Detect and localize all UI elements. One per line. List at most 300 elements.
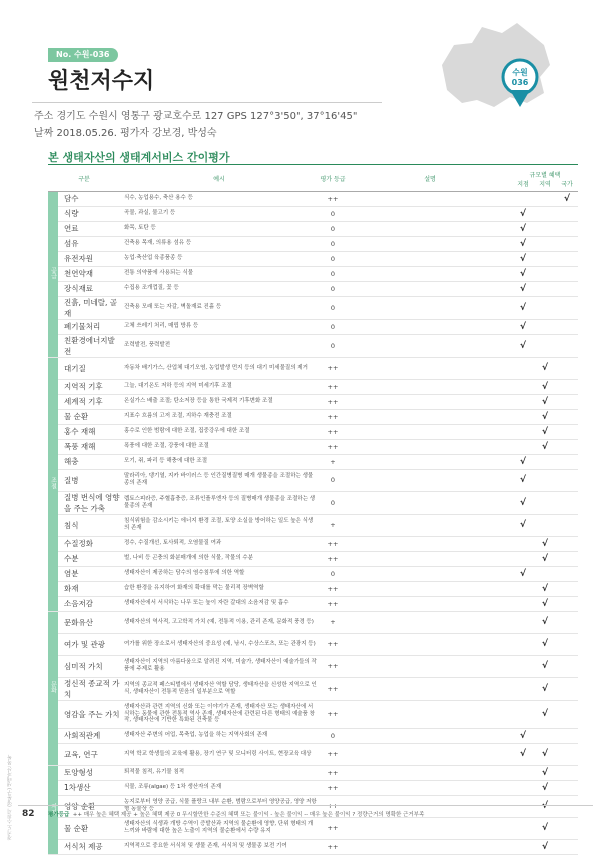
check-mark-icon: √ xyxy=(541,617,548,627)
footer-divider xyxy=(18,805,593,806)
service-description xyxy=(348,394,512,409)
check-mark-icon: √ xyxy=(519,208,526,219)
service-name: 섬유 xyxy=(58,236,120,251)
page-number: 82 xyxy=(22,809,35,819)
benefit-region-cell xyxy=(534,514,556,536)
check-mark-icon: √ xyxy=(541,782,548,793)
benefit-local-cell xyxy=(512,379,534,394)
check-mark-icon: √ xyxy=(541,823,548,833)
service-grade: 0 xyxy=(318,296,348,319)
check-mark-icon: √ xyxy=(541,363,548,373)
table-row xyxy=(48,780,578,795)
check-mark-icon: √ xyxy=(541,639,548,649)
benefit-region-cell xyxy=(534,439,556,454)
group-label xyxy=(48,357,58,611)
benefit-local-cell xyxy=(512,611,534,633)
service-description xyxy=(348,633,512,655)
benefit-region-cell xyxy=(534,454,556,469)
legend-text: ++ 매우 높은 혜택 제공 + 높은 혜택 제공 0 무시할만한 수준의 혜택 또는 불이익 - 높은 불이익 -- 매우 높은 불이익 ? 정량근거의 명확한 근거부족 xyxy=(72,812,425,818)
benefit-local-cell xyxy=(512,491,534,514)
service-grade: ++ xyxy=(318,357,348,379)
service-description xyxy=(348,221,512,236)
service-example: 말라리아, 댕기열, 지카 바이러스 등 인간질병질병 매개 생물종을 조절하는 생물종의 존재 xyxy=(120,469,318,491)
legend-title: 평가등급 xyxy=(48,812,70,818)
table-row xyxy=(48,251,578,266)
table-row xyxy=(48,379,578,394)
service-name: 진흙, 미네랄, 골재 xyxy=(58,296,120,319)
check-mark-icon: √ xyxy=(541,396,548,407)
service-name: 화재 xyxy=(58,581,120,596)
table-row xyxy=(48,206,578,221)
table-row xyxy=(48,439,578,454)
service-name: 침식 xyxy=(58,514,120,536)
benefit-region-cell xyxy=(534,469,556,491)
benefit-local-cell xyxy=(512,566,534,581)
benefit-local-cell xyxy=(512,700,534,728)
region-map-icon xyxy=(432,15,557,110)
benefit-region-cell xyxy=(534,334,556,357)
benefit-local-cell xyxy=(512,281,534,296)
service-example: 생태자산이 제공하는 담수의 염수침투에 의한 역할 xyxy=(120,566,318,581)
service-description xyxy=(348,409,512,424)
benefit-nation-cell xyxy=(556,728,578,743)
table-row xyxy=(48,611,578,633)
benefit-region-cell xyxy=(534,221,556,236)
service-name: 친환경에너지발전 xyxy=(58,334,120,357)
check-mark-icon: √ xyxy=(541,426,548,437)
table-row xyxy=(48,454,578,469)
benefit-region-cell xyxy=(534,817,556,839)
service-grade: 0 xyxy=(318,221,348,236)
benefit-nation-cell xyxy=(556,700,578,728)
benefit-local-cell xyxy=(512,581,534,596)
table-row xyxy=(48,728,578,743)
benefit-nation-cell xyxy=(556,206,578,221)
benefit-region-cell xyxy=(534,596,556,611)
service-grade: ++ xyxy=(318,633,348,655)
table-row xyxy=(48,221,578,236)
benefit-local-cell xyxy=(512,551,534,566)
service-example: 모기, 쥐, 파리 등 해충에 대한 조절 xyxy=(120,454,318,469)
service-grade: 0 xyxy=(318,251,348,266)
benefit-region-cell xyxy=(534,191,556,206)
benefit-local-cell xyxy=(512,221,534,236)
service-grade: + xyxy=(318,454,348,469)
table-row xyxy=(48,677,578,700)
service-example: 식물, 조류(algae) 등 1차 생산자의 존재 xyxy=(120,780,318,795)
benefit-local-cell xyxy=(512,424,534,439)
table-row xyxy=(48,514,578,536)
address-line: 주소 경기도 수원시 영통구 광교호수로 127 GPS 127°3'50", 37°16'45" xyxy=(34,111,358,122)
service-description xyxy=(348,379,512,394)
service-name: 1차생산 xyxy=(58,780,120,795)
service-grade: 0 xyxy=(318,334,348,357)
service-example: 습한 환경을 유지하여 화재의 확대를 막는 물리적 장벽역할 xyxy=(120,581,318,596)
service-example: 생태자산의 역사적, 고고학적 가치 (예, 전통적 이용, 관리 존재, 문화적 풍경 등) xyxy=(120,611,318,633)
benefit-nation-cell xyxy=(556,357,578,379)
benefit-region-cell xyxy=(534,551,556,566)
service-example: 여가를 위한 장소로서 생태자산의 중요성 (예, 낚시, 수상스포츠, 또는 관광지 등) xyxy=(120,633,318,655)
service-description xyxy=(348,469,512,491)
benefit-nation-cell xyxy=(556,409,578,424)
service-name: 지역적 기후 xyxy=(58,379,120,394)
benefit-region-cell xyxy=(534,236,556,251)
service-grade: 0 xyxy=(318,728,348,743)
service-example: 온실가스 배출 조절; 탄소저장 등을 통한 국제적 기후변화 조절 xyxy=(120,394,318,409)
asset-number-badge: No. 수원-036 xyxy=(48,48,118,62)
service-name: 정신적 종교적 가치 xyxy=(58,677,120,700)
benefit-region-cell xyxy=(534,394,556,409)
service-name: 사회적관계 xyxy=(58,728,120,743)
group-label-text: 지지 xyxy=(49,802,57,815)
service-name: 물 순환 xyxy=(58,817,120,839)
service-name: 교육, 연구 xyxy=(58,743,120,765)
check-mark-icon: √ xyxy=(541,411,548,422)
benefit-nation-cell xyxy=(556,611,578,633)
service-example: 생태자산의 식생과 개방 수역이 증발산과 지역의 물순환에 영향, 단위 형태의 개느끼와 바람에 대한 높은 노출이 지역의 물순환에서 수량 유지 xyxy=(120,817,318,839)
benefit-nation-cell xyxy=(556,780,578,795)
header-benefit xyxy=(512,167,578,191)
check-mark-icon: √ xyxy=(541,709,548,719)
service-description xyxy=(348,319,512,334)
service-example: 전통 의약품에 사용되는 식물 xyxy=(120,266,318,281)
check-mark-icon: √ xyxy=(519,321,526,332)
service-description xyxy=(348,780,512,795)
benefit-local-cell xyxy=(512,394,534,409)
check-mark-icon: √ xyxy=(541,661,548,671)
benefit-region-cell xyxy=(534,581,556,596)
service-description xyxy=(348,454,512,469)
service-example: 지역 학교 학생들의 교육에 활용, 장기 연구 및 모니터링 사이트, 현장교육 대상 xyxy=(120,743,318,765)
benefit-local-cell xyxy=(512,251,534,266)
service-grade: ++ xyxy=(318,581,348,596)
service-name: 토양형성 xyxy=(58,765,120,780)
service-description xyxy=(348,357,512,379)
benefit-nation-cell xyxy=(556,319,578,334)
check-mark-icon: √ xyxy=(541,801,548,811)
service-grade: + xyxy=(318,611,348,633)
service-grade: + xyxy=(318,514,348,536)
benefit-region-cell xyxy=(534,633,556,655)
benefit-nation-cell xyxy=(556,839,578,854)
service-description xyxy=(348,514,512,536)
benefit-local-cell xyxy=(512,728,534,743)
header-benefit-label: 규모별 혜택 xyxy=(529,171,561,179)
table-row xyxy=(48,551,578,566)
service-grade: ++ xyxy=(318,795,348,817)
benefit-region-cell xyxy=(534,424,556,439)
benefit-nation-cell xyxy=(556,394,578,409)
service-grade: ++ xyxy=(318,743,348,765)
check-mark-icon: √ xyxy=(519,302,526,313)
benefit-nation-cell xyxy=(556,536,578,551)
header-desc: 설명 xyxy=(348,167,512,191)
check-mark-icon: √ xyxy=(519,568,526,579)
benefit-region-cell xyxy=(534,251,556,266)
service-example: 건축용 모래 또는 자갈, 벽돌재료 진흙 등 xyxy=(120,296,318,319)
benefit-nation-cell xyxy=(556,655,578,677)
benefit-nation-cell xyxy=(556,251,578,266)
service-description xyxy=(348,611,512,633)
service-name: 물 순환 xyxy=(58,409,120,424)
table-row xyxy=(48,633,578,655)
group-label-text: 조절 xyxy=(49,477,57,489)
service-example: 자동차 배기가스, 산업체 대기오염, 농업발생 먼지 등의 대기 미세물질의 제거 xyxy=(120,357,318,379)
service-description xyxy=(348,536,512,551)
table-row xyxy=(48,469,578,491)
benefit-nation-cell xyxy=(556,795,578,817)
benefit-local-cell xyxy=(512,536,534,551)
benefit-region-cell xyxy=(534,700,556,728)
benefit-nation-cell xyxy=(556,296,578,319)
service-name: 천연약재 xyxy=(58,266,120,281)
check-mark-icon: √ xyxy=(519,749,526,759)
service-description xyxy=(348,728,512,743)
service-grade: ++ xyxy=(318,780,348,795)
service-example: 생태자산이 지역의 아름다움으로 알려진 지역, 미술가, 생태자산이 예술가들의 작품에 주제로 활용 xyxy=(120,655,318,677)
service-name: 소음저감 xyxy=(58,596,120,611)
service-name: 여가 및 관광 xyxy=(58,633,120,655)
service-example: 농지로부터 영양 공급, 식물 플랑크 내부 순환, 범람으로부터 영양공급, 영양 저항형 동물상 등 xyxy=(120,795,318,817)
benefit-local-cell xyxy=(512,357,534,379)
service-grade: 0 xyxy=(318,491,348,514)
benefit-nation-cell xyxy=(556,765,578,780)
table-row xyxy=(48,319,578,334)
check-mark-icon: √ xyxy=(519,730,526,741)
benefit-local-cell xyxy=(512,454,534,469)
benefit-local-cell xyxy=(512,296,534,319)
service-description xyxy=(348,424,512,439)
group-label-text: 문화 xyxy=(49,681,57,693)
page-header xyxy=(32,0,593,140)
header-local: 지점 xyxy=(517,180,529,188)
benefit-nation-cell xyxy=(556,191,578,206)
service-example: 곡물, 과실, 물고기 등 xyxy=(120,206,318,221)
benefit-region-cell xyxy=(534,795,556,817)
benefit-local-cell xyxy=(512,633,534,655)
service-grade: 0 xyxy=(318,281,348,296)
service-description xyxy=(348,439,512,454)
benefit-region-cell xyxy=(534,765,556,780)
service-example: 벌, 나비 등 곤충의 화분매개에 의한 식물, 작물의 수분 xyxy=(120,551,318,566)
service-description xyxy=(348,743,512,765)
service-grade: 0 xyxy=(318,266,348,281)
check-mark-icon: √ xyxy=(541,441,548,452)
service-name: 담수 xyxy=(58,191,120,206)
service-grade: ++ xyxy=(318,191,348,206)
benefit-local-cell xyxy=(512,795,534,817)
service-name: 홍수 재해 xyxy=(58,424,120,439)
check-mark-icon: √ xyxy=(519,475,526,485)
service-example: 정수, 수질개선, 토사퇴적, 오염물질 여과 xyxy=(120,536,318,551)
evaluation-table xyxy=(48,167,578,855)
service-description xyxy=(348,596,512,611)
benefit-region-cell xyxy=(534,379,556,394)
table-row xyxy=(48,357,578,379)
service-grade: ++ xyxy=(318,700,348,728)
service-name: 수질정화 xyxy=(58,536,120,551)
side-caption: 경기도 수원시 (영통구) 생태자산 목록 xyxy=(7,754,13,840)
service-grade: 0 xyxy=(318,566,348,581)
page-title: 원천저수지 xyxy=(48,69,155,94)
service-name: 연료 xyxy=(58,221,120,236)
check-mark-icon: √ xyxy=(519,497,526,508)
service-grade: 0 xyxy=(318,319,348,334)
service-example: 수집용 조개껍질, 꽃 등 xyxy=(120,281,318,296)
header-region: 지역 xyxy=(539,180,551,188)
benefit-local-cell xyxy=(512,765,534,780)
service-name: 영양 순환 xyxy=(58,795,120,817)
service-example: 렙토스피라증, 주혈흡충증, 조류인플루엔자 등의 질병매개 생물종을 조절하는 생물종의 존재 xyxy=(120,491,318,514)
benefit-local-cell xyxy=(512,236,534,251)
service-description xyxy=(348,334,512,357)
service-name: 유전자원 xyxy=(58,251,120,266)
service-example: 퇴적물 침적, 유기물 침적 xyxy=(120,765,318,780)
benefit-local-cell xyxy=(512,514,534,536)
service-name: 대기질 xyxy=(58,357,120,379)
service-description xyxy=(348,655,512,677)
check-mark-icon: √ xyxy=(541,841,548,852)
service-grade: 0 xyxy=(318,236,348,251)
benefit-local-cell xyxy=(512,677,534,700)
benefit-local-cell xyxy=(512,469,534,491)
check-mark-icon: √ xyxy=(519,223,526,234)
benefit-nation-cell xyxy=(556,633,578,655)
service-description xyxy=(348,765,512,780)
service-name: 폐기물처리 xyxy=(58,319,120,334)
table-row xyxy=(48,424,578,439)
benefit-nation-cell xyxy=(556,469,578,491)
table-header-row xyxy=(48,167,578,191)
service-example: 그늘, 대기온도 저하 등의 지역 미세기후 조절 xyxy=(120,379,318,394)
benefit-nation-cell xyxy=(556,677,578,700)
benefit-local-cell xyxy=(512,191,534,206)
service-grade: ++ xyxy=(318,409,348,424)
service-name: 영감을 주는 가치 xyxy=(58,700,120,728)
check-mark-icon: √ xyxy=(541,583,548,594)
header-divider xyxy=(32,102,382,103)
table-row xyxy=(48,394,578,409)
check-mark-icon: √ xyxy=(563,193,570,204)
service-example: 화목, 토탄 등 xyxy=(120,221,318,236)
table-row xyxy=(48,334,578,357)
benefit-region-cell xyxy=(534,319,556,334)
table-row xyxy=(48,236,578,251)
benefit-nation-cell xyxy=(556,454,578,469)
header-group: 구분 xyxy=(48,167,120,191)
benefit-nation-cell xyxy=(556,221,578,236)
table-row xyxy=(48,596,578,611)
table-row xyxy=(48,743,578,765)
benefit-region-cell xyxy=(534,780,556,795)
benefit-region-cell xyxy=(534,566,556,581)
date-line: 날짜 2018.05.26. 평가자 강보경, 박성숙 xyxy=(34,128,217,139)
table-row xyxy=(48,655,578,677)
service-grade: ++ xyxy=(318,677,348,700)
service-grade: ++ xyxy=(318,839,348,854)
service-name: 세계적 기후 xyxy=(58,394,120,409)
service-description xyxy=(348,551,512,566)
benefit-nation-cell xyxy=(556,551,578,566)
benefit-nation-cell xyxy=(556,281,578,296)
group-label-text: 공급 xyxy=(49,267,57,279)
service-grade: ++ xyxy=(318,596,348,611)
check-mark-icon: √ xyxy=(541,538,548,549)
benefit-region-cell xyxy=(534,728,556,743)
check-mark-icon: √ xyxy=(519,253,526,264)
service-grade: ++ xyxy=(318,424,348,439)
service-example: 지역적으로 중요한 서식처 및 생물 존재, 서식처 및 생물종 보전 기여 xyxy=(120,839,318,854)
check-mark-icon: √ xyxy=(519,268,526,279)
benefit-nation-cell xyxy=(556,334,578,357)
benefit-region-cell xyxy=(534,655,556,677)
benefit-local-cell xyxy=(512,655,534,677)
table-row xyxy=(48,839,578,854)
benefit-nation-cell xyxy=(556,566,578,581)
table-row xyxy=(48,765,578,780)
table-row xyxy=(48,409,578,424)
service-name: 식량 xyxy=(58,206,120,221)
benefit-region-cell xyxy=(534,357,556,379)
service-example: 식수, 농업용수, 축산 용수 등 xyxy=(120,191,318,206)
benefit-local-cell xyxy=(512,206,534,221)
benefit-local-cell xyxy=(512,743,534,765)
service-grade: ++ xyxy=(318,394,348,409)
benefit-region-cell xyxy=(534,296,556,319)
benefit-local-cell xyxy=(512,596,534,611)
service-example: 생태자산에서 서식하는 나무 또는 높이 자란 갈대의 소음저감 및 흡수 xyxy=(120,596,318,611)
service-grade: ++ xyxy=(318,551,348,566)
check-mark-icon: √ xyxy=(541,553,548,564)
service-example: 고체 쓰레기 처리, 매립 방류 등 xyxy=(120,319,318,334)
table-row xyxy=(48,536,578,551)
group-label xyxy=(48,191,58,357)
check-mark-icon: √ xyxy=(541,598,548,609)
service-example: 건축용 목재, 의류용 섬유 등 xyxy=(120,236,318,251)
benefit-local-cell xyxy=(512,839,534,854)
service-description xyxy=(348,581,512,596)
service-description xyxy=(348,700,512,728)
benefit-region-cell xyxy=(534,611,556,633)
service-description xyxy=(348,566,512,581)
benefit-region-cell xyxy=(534,491,556,514)
service-grade: ++ xyxy=(318,817,348,839)
benefit-nation-cell xyxy=(556,596,578,611)
service-name: 질병 번식에 영향을 주는 가축 xyxy=(58,491,120,514)
service-example: 조력발전, 풍력발전 xyxy=(120,334,318,357)
benefit-region-cell xyxy=(534,206,556,221)
benefit-local-cell xyxy=(512,409,534,424)
service-name: 수분 xyxy=(58,551,120,566)
service-grade: ++ xyxy=(318,439,348,454)
service-grade: ++ xyxy=(318,379,348,394)
header-grade: 평가 등급 xyxy=(318,167,348,191)
service-description xyxy=(348,677,512,700)
check-mark-icon: √ xyxy=(519,520,526,530)
check-mark-icon: √ xyxy=(519,340,526,351)
benefit-local-cell xyxy=(512,334,534,357)
service-description xyxy=(348,206,512,221)
check-mark-icon: √ xyxy=(519,283,526,294)
benefit-region-cell xyxy=(534,743,556,765)
header-example: 예시 xyxy=(120,167,318,191)
benefit-nation-cell xyxy=(556,817,578,839)
service-description xyxy=(348,191,512,206)
table-row xyxy=(48,817,578,839)
check-mark-icon: √ xyxy=(541,767,548,778)
service-example: 농업·축산업 육종품종 등 xyxy=(120,251,318,266)
service-example: 생태자산 주변의 어업, 목축업, 농업을 하는 지역사회의 존재 xyxy=(120,728,318,743)
